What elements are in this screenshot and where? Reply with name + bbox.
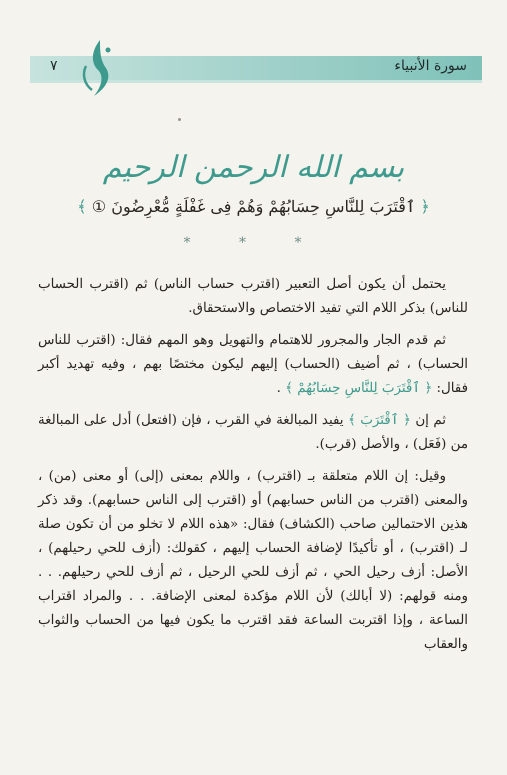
paragraph-2-end: . — [276, 381, 286, 396]
surah-name: سورة الأنبياء — [394, 58, 467, 74]
page-number: ٧ — [50, 58, 58, 74]
paragraph-3 — [38, 409, 468, 457]
paragraph-3-quote: ﴿ ٱقْتَرَبَ ﴾ — [347, 413, 411, 428]
verse-close-bracket: ﴾ — [77, 197, 87, 216]
paragraph-2 — [38, 329, 468, 401]
paragraph-3-start: ثم إن — [410, 413, 446, 428]
paragraph-2-quote: ﴿ ٱقْتَرَبَ لِلنَّاسِ حِسَابُهُمْ ﴾ — [285, 381, 433, 396]
section-separator: * * * — [183, 235, 324, 251]
verse-text: ٱقْتَرَبَ لِلنَّاسِ حِسَابُهُمْ وَهُمْ فِى غَفْلَةٍ مُّعْرِضُونَ ① — [91, 197, 416, 216]
verse-open-bracket: ﴿ — [420, 197, 430, 216]
quran-verse — [0, 197, 507, 216]
commentary-body — [38, 273, 468, 665]
paragraph-3-text: يفيد المبالغة في القرب ، فإن (افتعل) أدل على المبالغة من (فَعَل) ، والأصل (قرب). — [38, 413, 468, 452]
paragraph-4: وقيل: إن اللام متعلقة بـ (اقترب) ، واللام بمعنى (إلى) أو معنى (من) ، والمعنى (اقترب من الناس حسابهم) أو (اقترب إلى الناس حسابهم). وقد ذكر هذين الاحتمالين صاحب (الكشاف) فقال: «هذه اللام لا تخلو من أن تكون صلة لـ (اقترب) ، أو تأكيدًا لإضافة الحساب إليهم ، كقولك: (أزف للحي رحيلهم) ، الأصل: أزف رحيل الحي ، ثم أزف للحي الرحيل ، ثم أزف للحي رحيلهم. . . ومنه قولهم: (لا أبالك) لأن اللام مؤكدة لمعنى الإضافة. . . والمراد اقتراب الساعة ، وإذا اقتربت الساعة فقد اقترب ما يكون فيها من الحساب والثواب والعقاب — [38, 469, 468, 652]
paragraph-2-text: ثم قدم الجار والمجرور للاهتمام والتهويل وهو المهم فقال: (اقترب للناس الحساب) ، ثم أضيف (الحساب) إليهم ليكون مختصًا بهم ، وفيه تهديد أكبر فقال: — [38, 333, 468, 396]
calligraphy-ornament-icon — [78, 36, 118, 100]
basmala: بسم الله الرحمن الرحيم — [102, 150, 405, 185]
paragraph-1: يحتمل أن يكون أصل التعبير (اقترب حساب الناس) ثم (اقترب الحساب للناس) بذكر اللام التي تفيد الاختصاص والاستحقاق. — [38, 277, 468, 316]
decorative-dot — [178, 118, 181, 121]
